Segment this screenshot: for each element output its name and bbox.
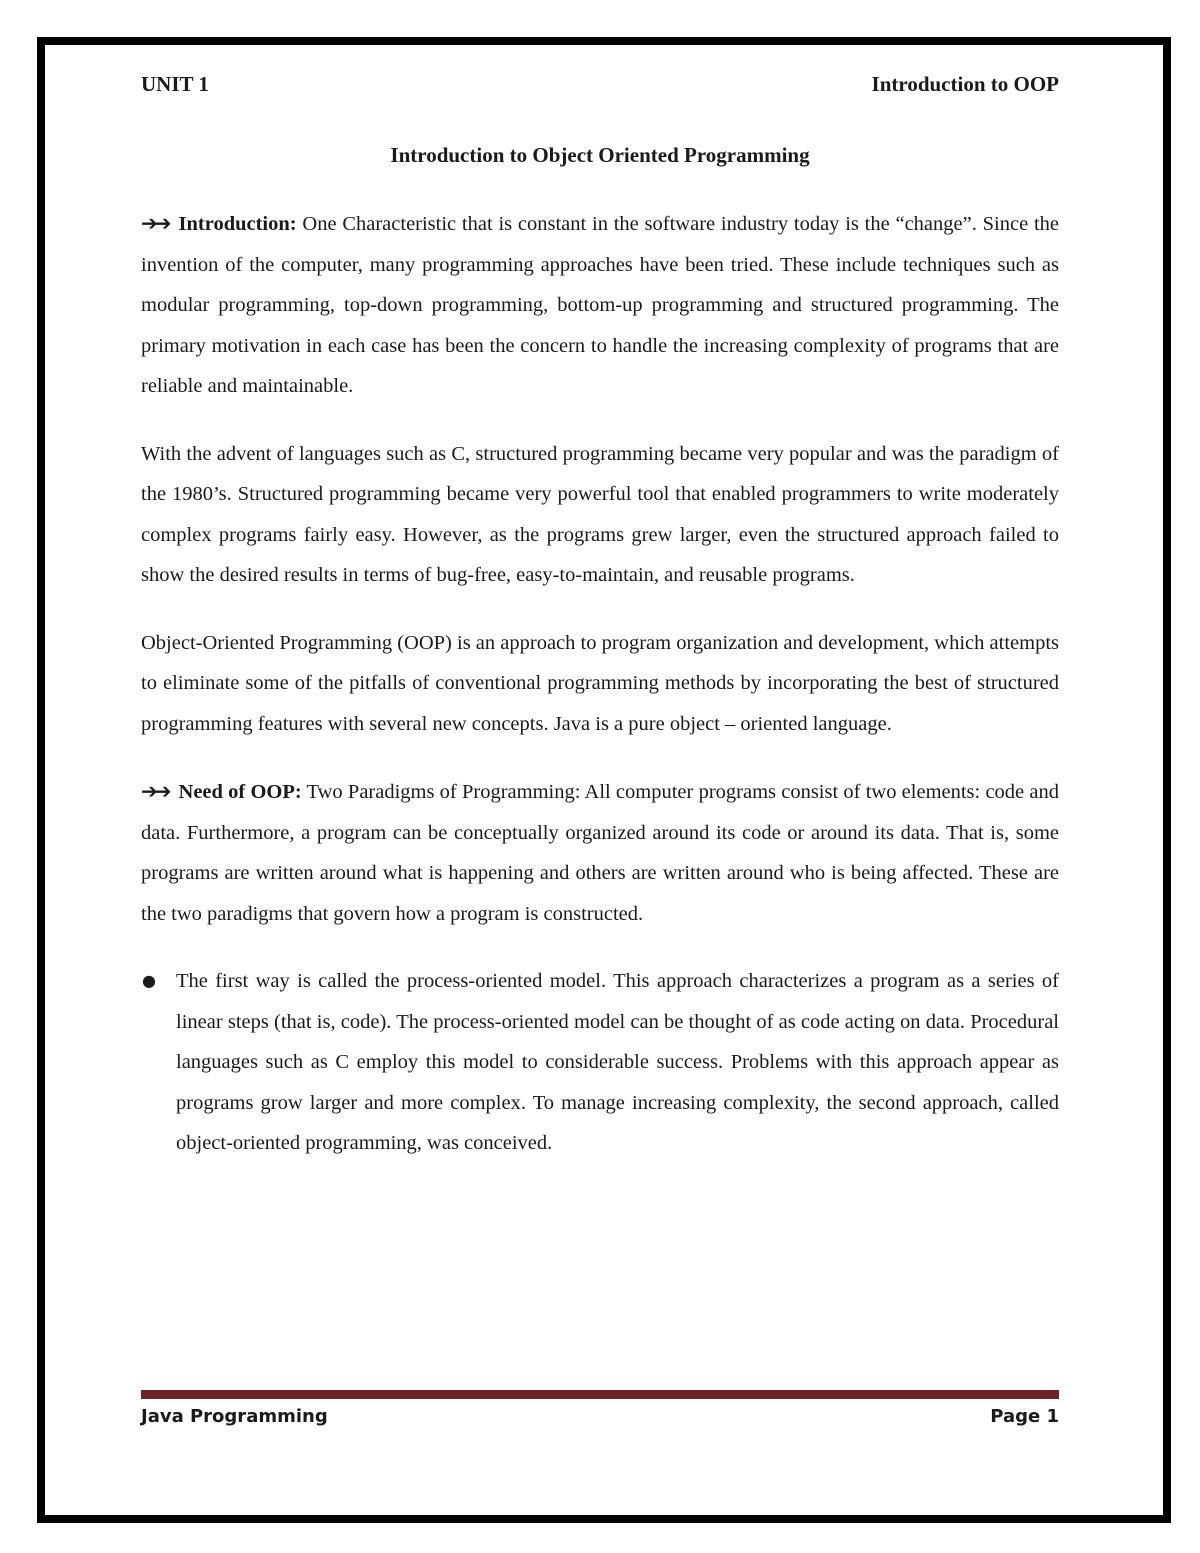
need-paragraph bbox=[141, 771, 1059, 934]
intro-paragraph bbox=[141, 203, 1059, 407]
bullet-list bbox=[141, 961, 1059, 1164]
intro-heading: Introduction: bbox=[178, 213, 297, 235]
document-body bbox=[141, 203, 1059, 1164]
need-heading: Need of OOP: bbox=[178, 781, 302, 803]
footer-course: Java Programming bbox=[141, 1406, 328, 1427]
document-title: Introduction to Object Oriented Programming bbox=[390, 143, 810, 167]
double-right-arrow-icon: ➔➔ bbox=[141, 211, 169, 235]
bullet-icon: ● bbox=[142, 971, 156, 990]
header-topic: Introduction to OOP bbox=[871, 72, 1059, 96]
paragraph-oop: Object-Oriented Programming (OOP) is an approach to program organization and development, which attempts to eliminate some of the pitfalls of conventional programming methods by incorporating the best of structured programming features with several new concepts. Java is a pure object – oriented language. bbox=[141, 631, 1059, 735]
page-header bbox=[141, 72, 1059, 97]
footer-rule bbox=[141, 1390, 1059, 1399]
page-footer bbox=[141, 1406, 1059, 1427]
list-item bbox=[141, 961, 1059, 1164]
page-number: Page 1 bbox=[990, 1406, 1059, 1427]
paragraph-structured: With the advent of languages such as C, structured programming became very popular and was the paradigm of the 1980’s. Structured programming became very powerful tool that enabled programmers to write moderately complex programs fairly easy. However, as the programs grew larger, even the structured approach failed to show the desired results in terms of bug-free, easy-to-maintain, and reusable programs. bbox=[141, 442, 1059, 586]
double-right-arrow-icon: ➔➔ bbox=[141, 779, 169, 803]
need-text: Two Paradigms of Programming: All computer programs consist of two elements: code and data. Furthermore, a program can be conceptually organized around its code or around its data. That is, some programs are written around what is happening and others are written around who is being affected. These are the two paradigms that govern how a program is constructed. bbox=[141, 781, 1059, 925]
bullet-text: The first way is called the process-oriented model. This approach characterizes a program as a series of linear steps (that is, code). The process-oriented model can be thought of as code acting on data. Procedural languages such as C employ this model to considerable success. Problems with this approach appear as programs grow larger and more complex. To manage increasing complexity, the second approach, called object-oriented programming, was conceived. bbox=[176, 970, 1059, 1154]
header-unit: UNIT 1 bbox=[141, 72, 209, 96]
intro-text: One Characteristic that is constant in the software industry today is the “change”. Since the invention of the computer, many programming approaches have been tried. These include techniques such as modular programming, top-down programming, bottom-up programming and structured programming. The primary motivation in each case has been the concern to handle the increasing complexity of programs that are reliable and maintainable. bbox=[141, 213, 1059, 397]
